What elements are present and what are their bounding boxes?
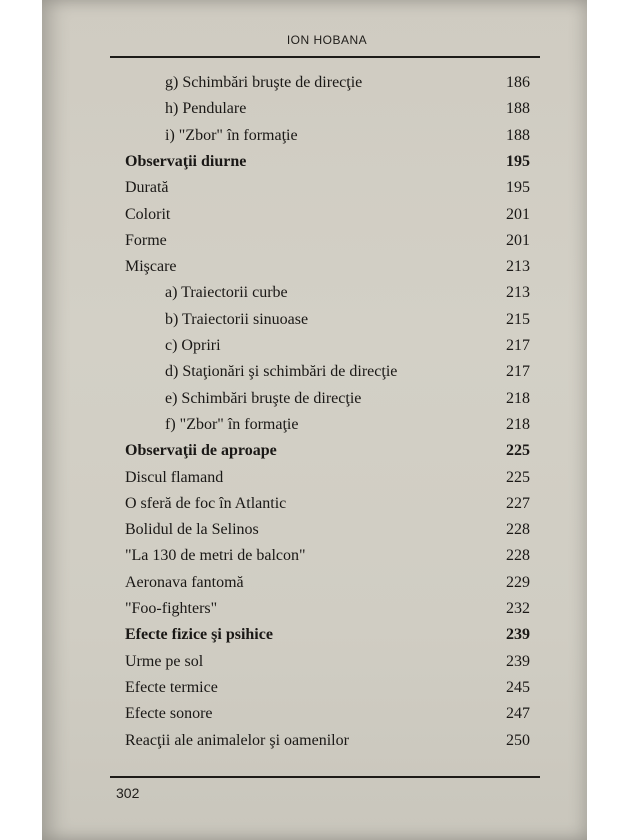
toc-entry-title: Observaţii de aproape xyxy=(125,442,277,460)
toc-entry-page-number: 227 xyxy=(506,494,530,512)
footer-rule xyxy=(110,776,540,778)
toc-entry-title: g) Schimbări bruşte de direcţie xyxy=(165,74,363,91)
toc-entry xyxy=(125,651,530,673)
toc-entry-page-number: 239 xyxy=(506,652,530,670)
toc-entry xyxy=(125,677,530,699)
toc-entry-title: "Foo-fighters" xyxy=(125,600,218,617)
toc-entry-page-number: 188 xyxy=(506,100,530,118)
toc-entry-title: f) "Zbor" în formaţie xyxy=(165,415,299,433)
toc-section-heading xyxy=(125,440,530,462)
toc-entry xyxy=(125,730,530,752)
toc-entry-title: Observaţii diurne xyxy=(125,152,247,170)
toc-entry-page-number: 225 xyxy=(506,468,530,486)
toc-entry-title: i) "Zbor" în formaţie xyxy=(165,126,298,144)
toc-entry-page-number: 217 xyxy=(506,363,530,381)
toc-entry-page-number: 195 xyxy=(506,179,530,197)
toc-entry-page-number: 247 xyxy=(506,705,530,723)
toc-section-heading xyxy=(125,151,530,173)
toc-entry-title: e) Schimbări bruşte de direcţie xyxy=(165,389,362,407)
toc-entry-page-number: 218 xyxy=(506,415,530,433)
toc-entry-page-number: 217 xyxy=(506,337,530,354)
toc-entry-title: Colorit xyxy=(125,205,171,223)
toc-entry-page-number: 239 xyxy=(506,626,530,644)
toc-entry-title: Bolidul de la Selinos xyxy=(125,521,259,539)
toc-entry-page-number: 228 xyxy=(506,547,530,565)
toc-entry-title: Forme xyxy=(125,231,167,249)
toc-entry-title: "La 130 de metri de balcon" xyxy=(125,547,306,565)
toc-entry-title: Urme pe sol xyxy=(125,652,204,670)
running-head-text: ION HOBANA xyxy=(286,33,368,47)
toc-entry-title: O sferă de foc în Atlantic xyxy=(125,494,287,512)
toc-entry-title: b) Traiectorii sinuoase xyxy=(165,310,309,328)
toc-entry xyxy=(125,493,530,515)
toc-entry xyxy=(125,361,530,383)
toc-entry xyxy=(125,414,530,436)
toc-entry-page-number: 225 xyxy=(506,442,530,460)
toc-entry-page-number: 218 xyxy=(506,389,530,407)
toc-entry-page-number: 245 xyxy=(506,678,530,696)
toc-entry-page-number: 250 xyxy=(506,731,530,749)
toc-entry-title: Discul flamand xyxy=(125,468,224,486)
toc-entry xyxy=(125,598,530,620)
toc-entry-title: Mişcare xyxy=(125,258,177,276)
page-number: 302 xyxy=(116,785,140,801)
toc-entry-page-number: 215 xyxy=(506,310,530,328)
toc-entry-page-number: 188 xyxy=(506,126,530,144)
toc-entry-page-number: 213 xyxy=(506,284,530,302)
toc-entry xyxy=(125,309,530,331)
toc-entry-title: Efecte termice xyxy=(125,678,218,696)
toc-entry xyxy=(125,125,530,147)
toc-entry-title: d) Staţionări şi schimbări de direcţie xyxy=(165,363,398,381)
toc-entry-title: Efecte fizice şi psihice xyxy=(125,626,273,644)
toc-entry-page-number: 195 xyxy=(506,152,530,170)
toc-entry-title: h) Pendulare xyxy=(165,100,247,118)
toc-entry-title: a) Traiectorii curbe xyxy=(165,284,288,302)
toc-entry-page-number: 228 xyxy=(506,521,530,539)
toc-entry xyxy=(125,519,530,541)
toc-entry-title: Durată xyxy=(125,179,169,197)
toc-entry xyxy=(125,72,530,94)
toc-entry xyxy=(125,703,530,725)
toc-entry-page-number: 213 xyxy=(506,258,530,276)
toc-entry xyxy=(125,388,530,410)
toc-entry xyxy=(125,204,530,226)
toc-entry-title: c) Opriri xyxy=(165,337,221,354)
toc-entry-page-number: 201 xyxy=(506,231,530,249)
toc-entry xyxy=(125,467,530,489)
toc-entry-title: Aeronava fantomă xyxy=(125,573,244,591)
toc-entry xyxy=(125,177,530,199)
toc-entry-page-number: 186 xyxy=(506,74,530,91)
toc-entry-page-number: 229 xyxy=(506,573,530,591)
toc-entry xyxy=(125,256,530,278)
toc-entry xyxy=(125,335,530,357)
toc-entry xyxy=(125,545,530,567)
toc-entry-title: Reacţii ale animalelor şi oamenilor xyxy=(125,731,349,749)
toc-entry-page-number: 232 xyxy=(506,600,530,617)
toc-entry-title: Efecte sonore xyxy=(125,705,213,723)
toc-entry-page-number: 201 xyxy=(506,205,530,223)
toc-section-heading xyxy=(125,624,530,646)
toc-entry xyxy=(125,98,530,120)
toc-entry xyxy=(125,230,530,252)
toc-entry xyxy=(125,282,530,304)
toc-entry xyxy=(125,572,530,594)
